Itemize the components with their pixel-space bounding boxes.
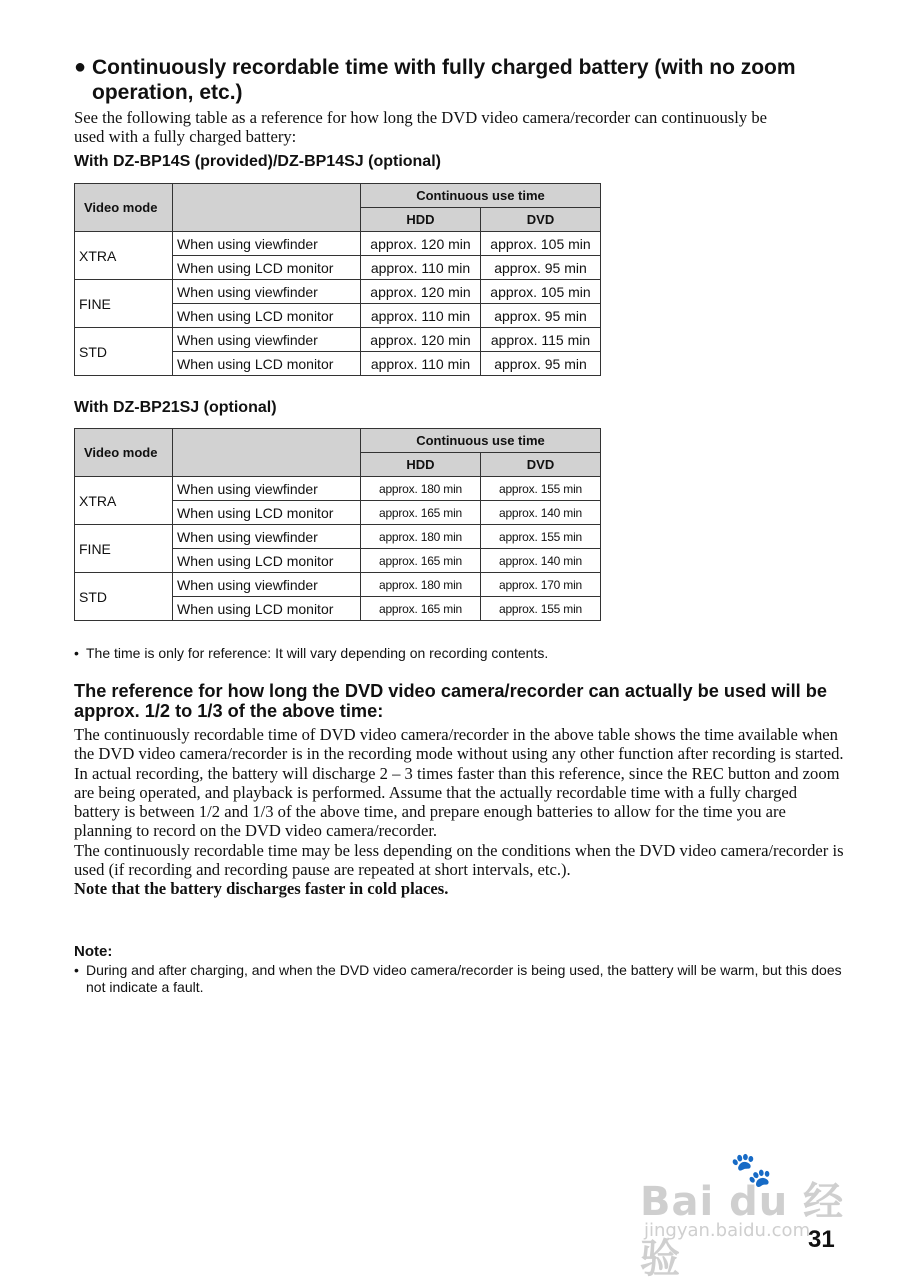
heading-bullet: ● xyxy=(74,56,87,78)
hdd-cell: approx. 110 min xyxy=(361,304,481,328)
condition-cell: When using LCD monitor xyxy=(173,304,361,328)
table-header-row xyxy=(75,429,601,453)
hdd-cell: approx. 110 min xyxy=(361,256,481,280)
dvd-cell: approx. 140 min xyxy=(481,501,601,525)
table-row xyxy=(75,328,601,352)
header-video-mode: Video mode xyxy=(75,184,173,232)
condition-cell: When using viewfinder xyxy=(173,280,361,304)
header-video-mode: Video mode xyxy=(75,429,173,477)
condition-cell: When using viewfinder xyxy=(173,232,361,256)
header-blank xyxy=(173,429,361,477)
bold-paragraph: Note that the battery discharges faster in cold places. xyxy=(74,879,449,899)
hdd-cell: approx. 165 min xyxy=(361,597,481,621)
mode-cell: FINE xyxy=(75,525,173,573)
header-dvd: DVD xyxy=(481,208,601,232)
condition-cell: When using LCD monitor xyxy=(173,597,361,621)
table-row xyxy=(75,525,601,549)
dvd-cell: approx. 95 min xyxy=(481,256,601,280)
mode-cell: XTRA xyxy=(75,232,173,280)
table2-title: With DZ-BP21SJ (optional) xyxy=(74,399,277,416)
mode-cell: STD xyxy=(75,328,173,376)
dvd-cell: approx. 95 min xyxy=(481,352,601,376)
table-row xyxy=(75,280,601,304)
condition-cell: When using viewfinder xyxy=(173,525,361,549)
dvd-cell: approx. 105 min xyxy=(481,232,601,256)
note-heading: Note: xyxy=(74,943,113,960)
page-number: 31 xyxy=(808,1226,835,1253)
dvd-cell: approx. 95 min xyxy=(481,304,601,328)
reference-note xyxy=(74,645,548,662)
header-continuous-use-time: Continuous use time xyxy=(361,429,601,453)
table-row xyxy=(75,477,601,501)
dvd-cell: approx. 115 min xyxy=(481,328,601,352)
header-blank xyxy=(173,184,361,232)
paragraph: The continuously recordable time may be less depending on the conditions when the DVD video camera/recorder is used (if recording and recording pause are repeated at short intervals, etc.). xyxy=(74,840,844,880)
table2 xyxy=(74,428,601,621)
watermark-brand: Bai du 经验 xyxy=(640,1179,845,1282)
hdd-cell: approx. 110 min xyxy=(361,352,481,376)
condition-cell: When using LCD monitor xyxy=(173,256,361,280)
dvd-cell: approx. 170 min xyxy=(481,573,601,597)
note-body xyxy=(74,962,844,996)
hdd-cell: approx. 165 min xyxy=(361,501,481,525)
hdd-cell: approx. 120 min xyxy=(361,232,481,256)
reference-note-text: The time is only for reference: It will vary depending on recording contents. xyxy=(86,645,549,661)
hdd-cell: approx. 165 min xyxy=(361,549,481,573)
paw-icon: 🐾 xyxy=(730,1150,773,1190)
dvd-cell: approx. 155 min xyxy=(481,525,601,549)
paragraph: The continuously recordable time of DVD video camera/recorder in the above table shows the time available when the DVD video camera/recorder is in the recording mode without using any other function after recording is started. In actual recording, the battery will discharge 2 – 3 times faster than this reference, since the REC button and zoom are being operated, and playback is performed. Assume that the actually recordable time with a fully charged battery is between 1/2 and 1/3 of the above time, and prepare enough batteries to allow for the time you are planning to record on the DVD video camera/recorder. xyxy=(74,725,844,841)
intro-paragraph: See the following table as a reference for how long the DVD video camera/recorder can continuously be used with a fully charged battery: xyxy=(74,108,767,147)
dvd-cell: approx. 155 min xyxy=(481,597,601,621)
table-header-row xyxy=(75,184,601,208)
section2-body xyxy=(74,725,844,899)
hdd-cell: approx. 180 min xyxy=(361,477,481,501)
table1 xyxy=(74,183,601,376)
dvd-cell: approx. 155 min xyxy=(481,477,601,501)
mode-cell: FINE xyxy=(75,280,173,328)
section-heading xyxy=(74,55,844,105)
hdd-cell: approx. 180 min xyxy=(361,573,481,597)
table1-title: With DZ-BP14S (provided)/DZ-BP14SJ (optional) xyxy=(74,153,441,170)
dvd-cell: approx. 140 min xyxy=(481,549,601,573)
bullet: • xyxy=(74,645,79,661)
condition-cell: When using viewfinder xyxy=(173,573,361,597)
condition-cell: When using LCD monitor xyxy=(173,352,361,376)
header-hdd: HDD xyxy=(361,208,481,232)
note-text: During and after charging, and when the DVD video camera/recorder is being used, the battery will be warm, but this does not indicate a fault. xyxy=(86,962,842,995)
hdd-cell: approx. 120 min xyxy=(361,280,481,304)
condition-cell: When using LCD monitor xyxy=(173,549,361,573)
header-continuous-use-time: Continuous use time xyxy=(361,184,601,208)
section2-heading: The reference for how long the DVD video camera/recorder can actually be used will be approx. 1/2 to 1/3 of the above time: xyxy=(74,681,827,721)
dvd-cell: approx. 105 min xyxy=(481,280,601,304)
table-row xyxy=(75,232,601,256)
condition-cell: When using viewfinder xyxy=(173,328,361,352)
mode-cell: XTRA xyxy=(75,477,173,525)
hdd-cell: approx. 120 min xyxy=(361,328,481,352)
watermark-url: jingyan.baidu.com xyxy=(644,1220,811,1241)
header-dvd: DVD xyxy=(481,453,601,477)
mode-cell: STD xyxy=(75,573,173,621)
table-row xyxy=(75,573,601,597)
header-hdd: HDD xyxy=(361,453,481,477)
heading-text: Continuously recordable time with fully charged battery (with no zoom operation, etc.) xyxy=(92,56,796,104)
bullet: • xyxy=(74,962,79,978)
condition-cell: When using LCD monitor xyxy=(173,501,361,525)
hdd-cell: approx. 180 min xyxy=(361,525,481,549)
condition-cell: When using viewfinder xyxy=(173,477,361,501)
